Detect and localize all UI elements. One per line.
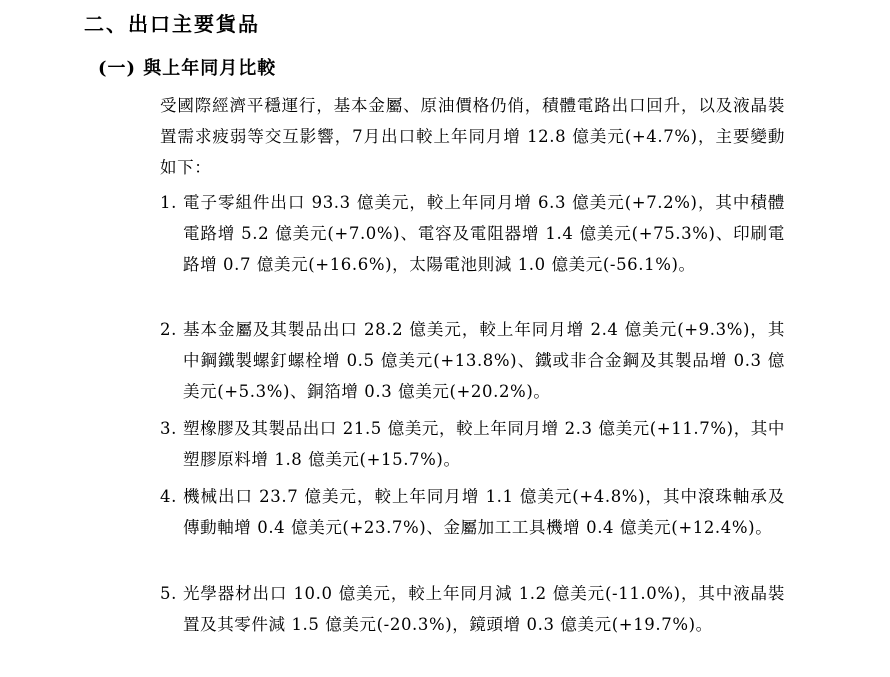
list-item-5	[160, 578, 785, 640]
section-heading: 二、出口主要貨品	[84, 12, 260, 36]
list-item-text: 光學器材出口 10.0 億美元，較上年同月減 1.2 億美元(-11.0%)，其中液晶裝置及其零件減 1.5 億美元(-20.3%)，鏡頭增 0.3 億美元(+19.7%)。	[183, 584, 785, 634]
subsection-heading: (一) 與上年同月比較	[98, 58, 277, 79]
list-item-text: 電子零組件出口 93.3 億美元，較上年同月增 6.3 億美元(+7.2%)，其中積體電路增 5.2 億美元(+7.0%)、電容及電阻器增 1.4 億美元(+75.3%)、印刷電路增 0.7 億美元(+16.6%)，太陽電池則減 1.0 億美元(-56.1%)。	[183, 193, 785, 274]
list-item-text: 機械出口 23.7 億美元，較上年同月增 1.1 億美元(+4.8%)，其中滾珠軸承及傳動軸增 0.4 億美元(+23.7%)、金屬加工工具機增 0.4 億美元(+12.4%)。	[183, 487, 785, 537]
intro-paragraph: 受國際經濟平穩運行，基本金屬、原油價格仍俏，積體電路出口回升，以及液晶裝置需求疲弱等交互影響，7月出口較上年同月增 12.8 億美元(+4.7%)，主要變動如下：	[160, 96, 785, 177]
list-item-number: 1.	[160, 193, 177, 212]
list-item-number: 3.	[160, 419, 177, 438]
list-item-number: 4.	[160, 487, 177, 506]
list-item-3	[160, 413, 785, 475]
list-item-1	[160, 187, 785, 280]
list-item-text: 基本金屬及其製品出口 28.2 億美元，較上年同月增 2.4 億美元(+9.3%)，其中鋼鐵製螺釘螺栓增 0.5 億美元(+13.8%)、鐵或非合金鋼及其製品增 0.3 億美元(+5.3%)、銅箔增 0.3 億美元(+20.2%)。	[183, 320, 785, 401]
list-item-4	[160, 481, 785, 543]
list-item-text: 塑橡膠及其製品出口 21.5 億美元，較上年同月增 2.3 億美元(+11.7%)，其中塑膠原料增 1.8 億美元(+15.7%)。	[183, 419, 785, 469]
list-item-number: 5.	[160, 584, 177, 603]
list-item-number: 2.	[160, 320, 177, 339]
list-item-2	[160, 314, 785, 407]
